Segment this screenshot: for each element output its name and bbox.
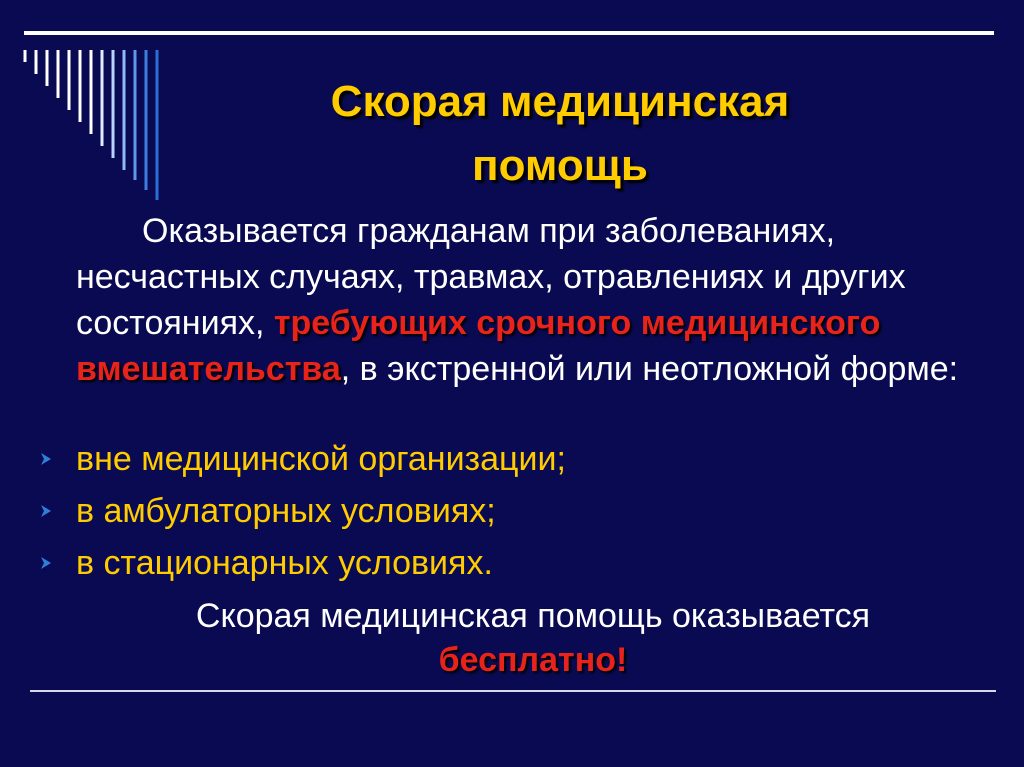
list-item	[38, 485, 938, 537]
bullet-text: в амбулаторных условиях;	[76, 492, 496, 530]
bottom-divider	[30, 690, 996, 692]
list-item	[38, 433, 938, 485]
title-line-2: помощь	[472, 141, 648, 190]
bullet-list	[38, 433, 938, 589]
intro-paragraph	[76, 208, 976, 392]
title-line-1: Скорая медицинская	[330, 77, 790, 126]
intro-highlight-text: требующих срочного медицинского вмешательства	[76, 304, 881, 388]
arrow-right-icon	[38, 451, 76, 467]
slide-title	[240, 70, 880, 198]
closing-highlight-text: бесплатно!	[438, 641, 628, 679]
list-item	[38, 537, 938, 589]
bullet-text: вне медицинской организации;	[76, 440, 566, 478]
bullet-text: в стационарных условиях.	[76, 544, 493, 582]
intro-tail-text: , в экстренной или неотложной форме:	[340, 350, 959, 388]
closing-statement	[100, 594, 966, 682]
closing-lead-text: Скорая медицинская помощь оказывается	[195, 597, 871, 635]
arrow-right-icon	[38, 503, 76, 519]
intro-lead-text: Оказывается гражданам при заболеваниях, несчастных случаях, травмах, отравлениях и других состояниях,	[76, 212, 906, 342]
arrow-right-icon	[38, 555, 76, 571]
vertical-stripes-decoration	[0, 0, 200, 210]
